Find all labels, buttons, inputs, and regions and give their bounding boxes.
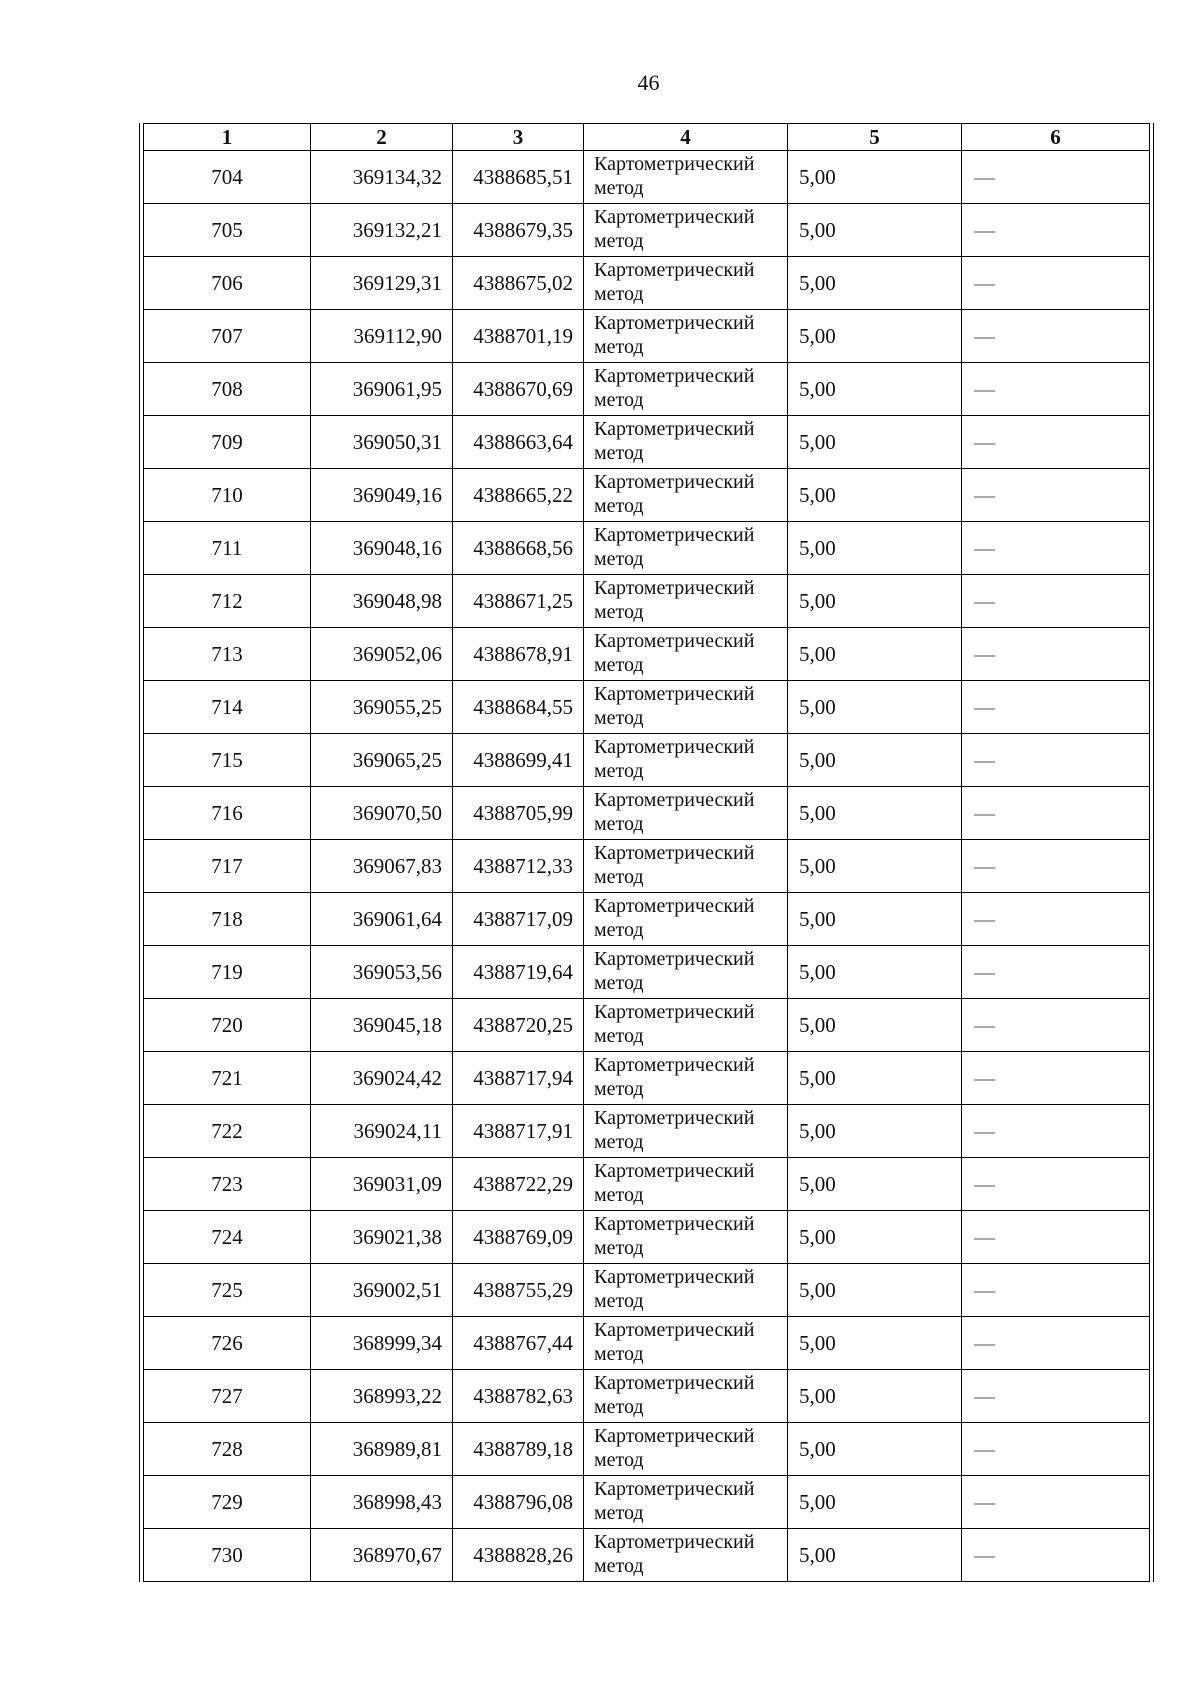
y-coordinate-cell: 4388722,29 [453,1158,584,1211]
method-line-2: метод [594,283,644,305]
method-line-1: Картометрический [594,683,755,705]
y-coordinate-cell: 4388717,09 [453,893,584,946]
point-number-cell: 715 [144,734,311,787]
x-coordinate-cell: 369070,50 [311,787,453,840]
note-cell: — [962,204,1150,257]
method-line-2: метод [594,548,644,570]
method-cell [584,1317,788,1370]
method-line-2: метод [594,654,644,676]
method-cell [584,1370,788,1423]
method-line-1: Картометрический [594,418,755,440]
table-row [144,999,1150,1052]
method-cell [584,999,788,1052]
method-line-1: Картометрический [594,1372,755,1394]
y-coordinate-cell: 4388782,63 [453,1370,584,1423]
x-coordinate-cell: 369024,42 [311,1052,453,1105]
note-cell: — [962,575,1150,628]
y-coordinate-cell: 4388685,51 [453,151,584,204]
note-cell: — [962,1264,1150,1317]
table-row [144,893,1150,946]
table-row [144,628,1150,681]
method-cell [584,310,788,363]
point-number-cell: 705 [144,204,311,257]
method-line-2: метод [594,1396,644,1418]
method-line-2: метод [594,1343,644,1365]
accuracy-cell: 5,00 [788,204,962,257]
method-line-1: Картометрический [594,577,755,599]
x-coordinate-cell: 369061,95 [311,363,453,416]
method-cell [584,893,788,946]
note-cell: — [962,310,1150,363]
x-coordinate-cell: 369050,31 [311,416,453,469]
point-number-cell: 719 [144,946,311,999]
point-number-cell: 713 [144,628,311,681]
point-number-cell: 709 [144,416,311,469]
method-line-2: метод [594,1237,644,1259]
x-coordinate-cell: 369048,98 [311,575,453,628]
note-cell: — [962,1158,1150,1211]
accuracy-cell: 5,00 [788,681,962,734]
accuracy-cell: 5,00 [788,310,962,363]
method-cell [584,204,788,257]
note-cell: — [962,1529,1150,1582]
note-cell: — [962,1052,1150,1105]
column-header: 2 [311,124,453,151]
point-number-cell: 712 [144,575,311,628]
accuracy-cell: 5,00 [788,363,962,416]
point-number-cell: 729 [144,1476,311,1529]
method-cell [584,1211,788,1264]
note-cell: — [962,1476,1150,1529]
y-coordinate-cell: 4388678,91 [453,628,584,681]
table-row [144,257,1150,310]
method-line-1: Картометрический [594,524,755,546]
point-number-cell: 727 [144,1370,311,1423]
method-line-1: Картометрический [594,1160,755,1182]
note-cell: — [962,840,1150,893]
table-row [144,1317,1150,1370]
method-cell [584,681,788,734]
y-coordinate-cell: 4388684,55 [453,681,584,734]
method-line-2: метод [594,336,644,358]
method-line-2: метод [594,442,644,464]
accuracy-cell: 5,00 [788,1052,962,1105]
note-cell: — [962,734,1150,787]
table-row [144,310,1150,363]
method-line-1: Картометрический [594,153,755,175]
accuracy-cell: 5,00 [788,734,962,787]
method-line-1: Картометрический [594,1107,755,1129]
method-line-2: метод [594,177,644,199]
y-coordinate-cell: 4388828,26 [453,1529,584,1582]
method-line-2: метод [594,1078,644,1100]
column-header: 3 [453,124,584,151]
method-line-1: Картометрический [594,1266,755,1288]
y-coordinate-cell: 4388701,19 [453,310,584,363]
x-coordinate-cell: 369067,83 [311,840,453,893]
note-cell: — [962,1211,1150,1264]
table-row [144,681,1150,734]
method-line-1: Картометрический [594,1001,755,1023]
point-number-cell: 718 [144,893,311,946]
point-number-cell: 717 [144,840,311,893]
y-coordinate-cell: 4388712,33 [453,840,584,893]
point-number-cell: 707 [144,310,311,363]
method-line-1: Картометрический [594,895,755,917]
note-cell: — [962,1370,1150,1423]
accuracy-cell: 5,00 [788,257,962,310]
y-coordinate-cell: 4388717,94 [453,1052,584,1105]
accuracy-cell: 5,00 [788,840,962,893]
y-coordinate-cell: 4388665,22 [453,469,584,522]
y-coordinate-cell: 4388705,99 [453,787,584,840]
note-cell: — [962,1105,1150,1158]
method-line-2: метод [594,1184,644,1206]
point-number-cell: 720 [144,999,311,1052]
accuracy-cell: 5,00 [788,1529,962,1582]
note-cell: — [962,787,1150,840]
point-number-cell: 722 [144,1105,311,1158]
table-row [144,575,1150,628]
method-line-2: метод [594,601,644,623]
accuracy-cell: 5,00 [788,1476,962,1529]
note-cell: — [962,151,1150,204]
y-coordinate-cell: 4388663,64 [453,416,584,469]
note-cell: — [962,522,1150,575]
method-line-1: Картометрический [594,948,755,970]
accuracy-cell: 5,00 [788,469,962,522]
x-coordinate-cell: 369021,38 [311,1211,453,1264]
x-coordinate-cell: 369045,18 [311,999,453,1052]
column-header: 5 [788,124,962,151]
method-cell [584,416,788,469]
y-coordinate-cell: 4388699,41 [453,734,584,787]
x-coordinate-cell: 369112,90 [311,310,453,363]
table-row [144,946,1150,999]
table-row [144,1529,1150,1582]
method-line-1: Картометрический [594,736,755,758]
method-cell [584,1423,788,1476]
x-coordinate-cell: 369048,16 [311,522,453,575]
note-cell: — [962,999,1150,1052]
note-cell: — [962,257,1150,310]
method-cell [584,469,788,522]
y-coordinate-cell: 4388767,44 [453,1317,584,1370]
table-row [144,1264,1150,1317]
x-coordinate-cell: 369129,31 [311,257,453,310]
column-header: 6 [962,124,1150,151]
coordinates-table-frame [139,123,1154,1582]
method-line-1: Картометрический [594,1054,755,1076]
accuracy-cell: 5,00 [788,893,962,946]
accuracy-cell: 5,00 [788,628,962,681]
table-row [144,151,1150,204]
point-number-cell: 723 [144,1158,311,1211]
point-number-cell: 725 [144,1264,311,1317]
y-coordinate-cell: 4388719,64 [453,946,584,999]
method-cell [584,1158,788,1211]
note-cell: — [962,1317,1150,1370]
note-cell: — [962,946,1150,999]
method-cell [584,522,788,575]
y-coordinate-cell: 4388675,02 [453,257,584,310]
method-line-2: метод [594,495,644,517]
method-cell [584,1476,788,1529]
method-line-1: Картометрический [594,259,755,281]
accuracy-cell: 5,00 [788,1105,962,1158]
table-row [144,787,1150,840]
method-line-2: метод [594,866,644,888]
accuracy-cell: 5,00 [788,1317,962,1370]
x-coordinate-cell: 369049,16 [311,469,453,522]
y-coordinate-cell: 4388717,91 [453,1105,584,1158]
y-coordinate-cell: 4388769,09 [453,1211,584,1264]
x-coordinate-cell: 368989,81 [311,1423,453,1476]
method-line-1: Картометрический [594,1319,755,1341]
method-cell [584,787,788,840]
method-cell [584,1105,788,1158]
table-row [144,416,1150,469]
method-cell [584,257,788,310]
note-cell: — [962,893,1150,946]
point-number-cell: 706 [144,257,311,310]
note-cell: — [962,416,1150,469]
note-cell: — [962,469,1150,522]
note-cell: — [962,1423,1150,1476]
x-coordinate-cell: 369002,51 [311,1264,453,1317]
method-cell [584,151,788,204]
column-header: 4 [584,124,788,151]
point-number-cell: 711 [144,522,311,575]
accuracy-cell: 5,00 [788,522,962,575]
accuracy-cell: 5,00 [788,575,962,628]
column-header: 1 [144,124,311,151]
method-line-2: метод [594,1025,644,1047]
y-coordinate-cell: 4388796,08 [453,1476,584,1529]
method-cell [584,946,788,999]
point-number-cell: 730 [144,1529,311,1582]
method-cell [584,575,788,628]
table-row [144,1211,1150,1264]
method-line-1: Картометрический [594,1478,755,1500]
method-line-2: метод [594,1555,644,1577]
method-line-1: Картометрический [594,365,755,387]
x-coordinate-cell: 368970,67 [311,1529,453,1582]
method-cell [584,1529,788,1582]
note-cell: — [962,681,1150,734]
x-coordinate-cell: 369065,25 [311,734,453,787]
accuracy-cell: 5,00 [788,1370,962,1423]
accuracy-cell: 5,00 [788,999,962,1052]
method-line-2: метод [594,813,644,835]
x-coordinate-cell: 369031,09 [311,1158,453,1211]
method-line-1: Картометрический [594,1531,755,1553]
table-row [144,1476,1150,1529]
method-line-2: метод [594,760,644,782]
x-coordinate-cell: 369134,32 [311,151,453,204]
table-row [144,204,1150,257]
y-coordinate-cell: 4388668,56 [453,522,584,575]
method-line-2: метод [594,230,644,252]
point-number-cell: 708 [144,363,311,416]
accuracy-cell: 5,00 [788,1423,962,1476]
x-coordinate-cell: 369055,25 [311,681,453,734]
method-cell [584,628,788,681]
accuracy-cell: 5,00 [788,416,962,469]
y-coordinate-cell: 4388670,69 [453,363,584,416]
point-number-cell: 704 [144,151,311,204]
method-cell [584,734,788,787]
table-row [144,840,1150,893]
accuracy-cell: 5,00 [788,151,962,204]
y-coordinate-cell: 4388679,35 [453,204,584,257]
method-line-1: Картометрический [594,842,755,864]
x-coordinate-cell: 368999,34 [311,1317,453,1370]
y-coordinate-cell: 4388671,25 [453,575,584,628]
method-line-1: Картометрический [594,471,755,493]
x-coordinate-cell: 369052,06 [311,628,453,681]
method-cell [584,1264,788,1317]
accuracy-cell: 5,00 [788,1158,962,1211]
y-coordinate-cell: 4388720,25 [453,999,584,1052]
table-row [144,1370,1150,1423]
table-row [144,1423,1150,1476]
x-coordinate-cell: 368998,43 [311,1476,453,1529]
accuracy-cell: 5,00 [788,946,962,999]
point-number-cell: 710 [144,469,311,522]
table-row [144,734,1150,787]
point-number-cell: 728 [144,1423,311,1476]
point-number-cell: 716 [144,787,311,840]
coordinates-table [143,123,1150,1582]
table-header-row [144,124,1150,151]
accuracy-cell: 5,00 [788,1211,962,1264]
point-number-cell: 721 [144,1052,311,1105]
method-cell [584,840,788,893]
table-row [144,469,1150,522]
x-coordinate-cell: 369024,11 [311,1105,453,1158]
table-row [144,1105,1150,1158]
x-coordinate-cell: 368993,22 [311,1370,453,1423]
x-coordinate-cell: 369061,64 [311,893,453,946]
point-number-cell: 726 [144,1317,311,1370]
method-line-2: метод [594,1131,644,1153]
method-line-2: метод [594,1290,644,1312]
method-cell [584,1052,788,1105]
y-coordinate-cell: 4388789,18 [453,1423,584,1476]
point-number-cell: 724 [144,1211,311,1264]
accuracy-cell: 5,00 [788,787,962,840]
point-number-cell: 714 [144,681,311,734]
method-line-2: метод [594,1449,644,1471]
table-row [144,363,1150,416]
y-coordinate-cell: 4388755,29 [453,1264,584,1317]
note-cell: — [962,628,1150,681]
table-row [144,1052,1150,1105]
method-line-1: Картометрический [594,789,755,811]
method-line-1: Картометрический [594,630,755,652]
page-number: 46 [637,70,660,95]
method-line-1: Картометрический [594,1213,755,1235]
method-line-1: Картометрический [594,1425,755,1447]
table-row [144,522,1150,575]
x-coordinate-cell: 369053,56 [311,946,453,999]
method-cell [584,363,788,416]
table-row [144,1158,1150,1211]
method-line-1: Картометрический [594,206,755,228]
x-coordinate-cell: 369132,21 [311,204,453,257]
method-line-1: Картометрический [594,312,755,334]
method-line-2: метод [594,389,644,411]
method-line-2: метод [594,707,644,729]
method-line-2: метод [594,1502,644,1524]
table-body [144,151,1150,1582]
note-cell: — [962,363,1150,416]
accuracy-cell: 5,00 [788,1264,962,1317]
method-line-2: метод [594,972,644,994]
method-line-2: метод [594,919,644,941]
